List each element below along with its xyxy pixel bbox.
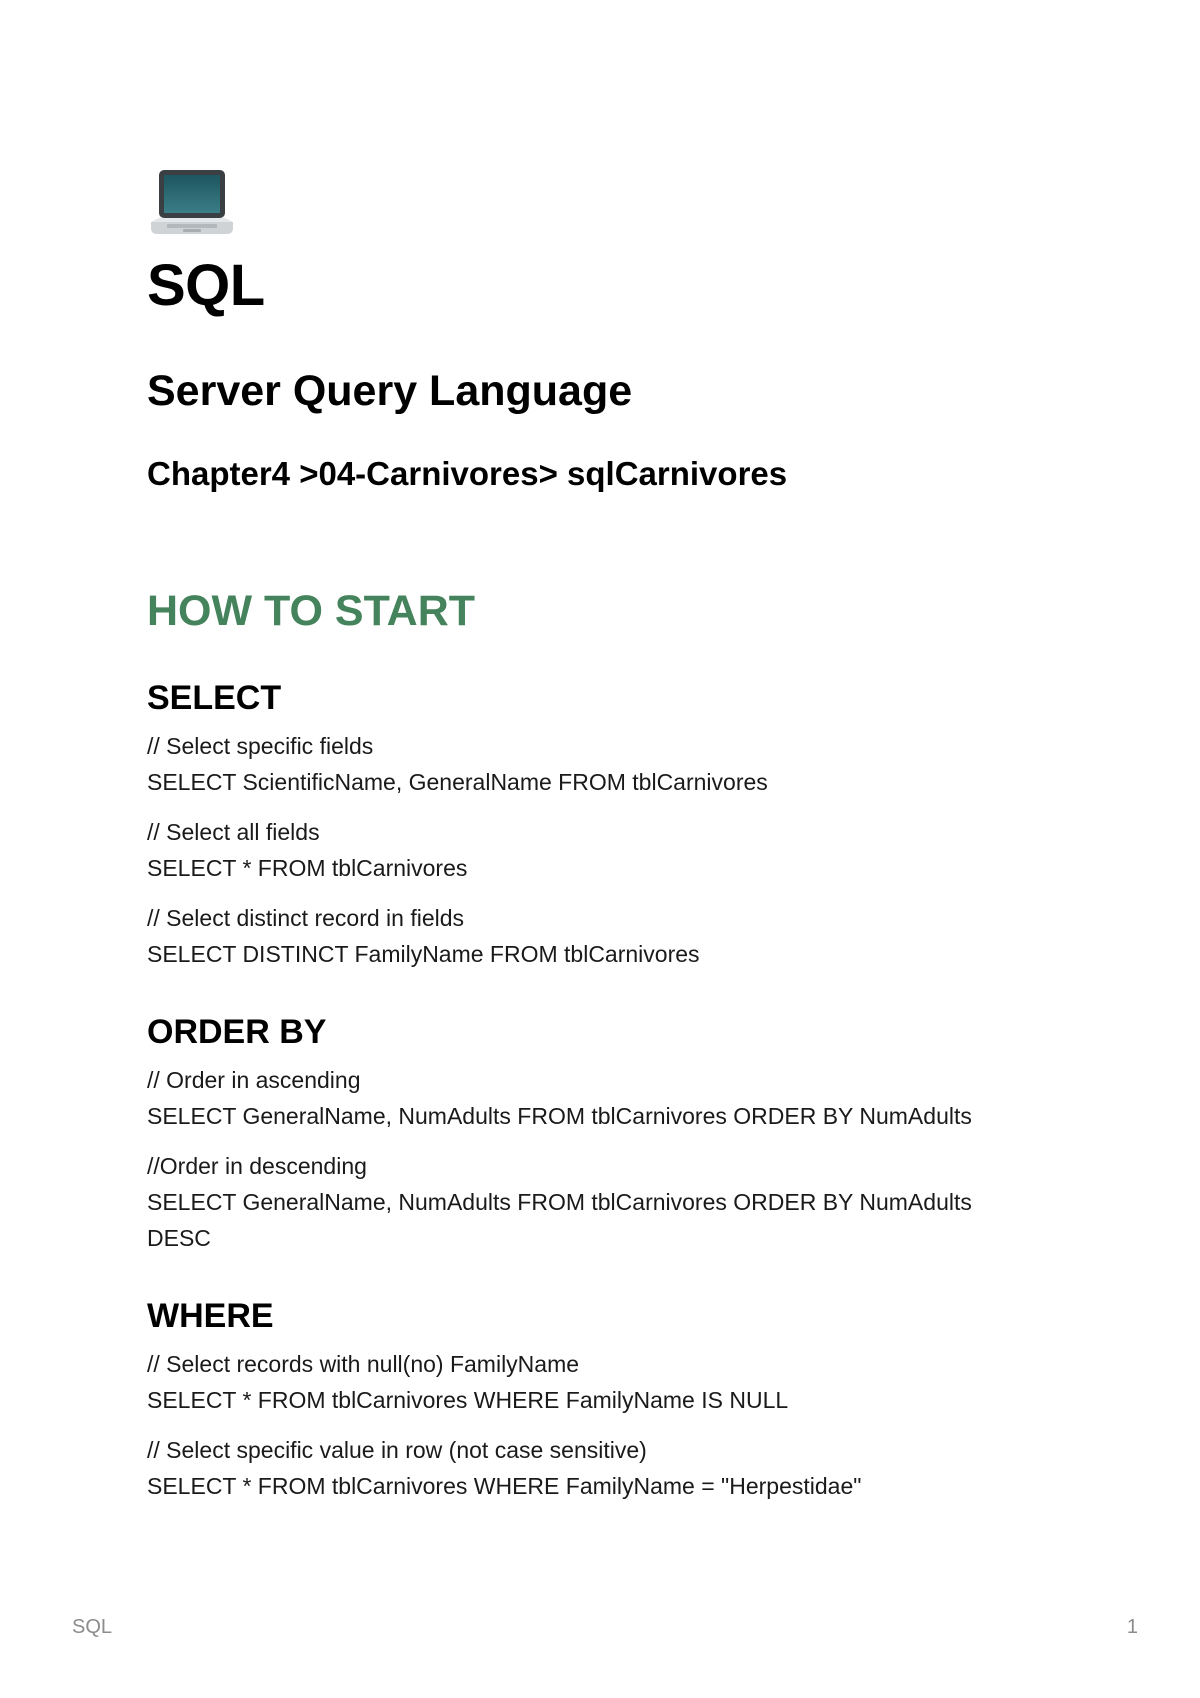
code-comment: // Order in ascending xyxy=(147,1067,361,1093)
code-comment: // Select all fields xyxy=(147,819,320,845)
select-heading: SELECT xyxy=(147,679,282,717)
example-block xyxy=(147,1346,1067,1418)
example-block xyxy=(147,814,1067,886)
sql-statement: SELECT DISTINCT FamilyName FROM tblCarnivores xyxy=(147,941,700,967)
sql-statement: SELECT * FROM tblCarnivores WHERE FamilyName IS NULL xyxy=(147,1387,789,1413)
sql-statement: SELECT * FROM tblCarnivores WHERE FamilyName = "Herpestidae" xyxy=(147,1473,862,1499)
code-comment: // Select distinct record in fields xyxy=(147,905,465,931)
page-title: SQL xyxy=(147,253,265,318)
code-comment: // Select records with null(no) FamilyName xyxy=(147,1351,580,1377)
footer-page-number: 1 xyxy=(1126,1616,1138,1638)
how-to-start-heading: HOW TO START xyxy=(147,587,476,635)
example-block xyxy=(147,900,1067,972)
code-comment: // Select specific fields xyxy=(147,733,374,759)
order-by-heading: ORDER BY xyxy=(147,1013,327,1051)
example-block xyxy=(147,1062,1067,1134)
example-block xyxy=(147,728,1067,800)
laptop-icon xyxy=(147,168,237,240)
page-subtitle: Server Query Language xyxy=(147,367,633,415)
where-heading: WHERE xyxy=(147,1297,274,1335)
breadcrumb: Chapter4 >04-Carnivores> sqlCarnivores xyxy=(147,455,788,492)
sql-statement: SELECT ScientificName, GeneralName FROM tblCarnivores xyxy=(147,769,768,795)
page-content xyxy=(147,168,1067,1518)
example-block xyxy=(147,1148,1067,1256)
code-comment: //Order in descending xyxy=(147,1153,367,1179)
sql-statement: SELECT GeneralName, NumAdults FROM tblCarnivores ORDER BY NumAdults xyxy=(147,1103,972,1129)
sql-statement: SELECT GeneralName, NumAdults FROM tblCarnivores ORDER BY NumAdults DESC xyxy=(147,1189,972,1251)
footer-document-name: SQL xyxy=(72,1616,113,1638)
example-block xyxy=(147,1432,1067,1504)
sql-statement: SELECT * FROM tblCarnivores xyxy=(147,855,468,881)
code-comment: // Select specific value in row (not case sensitive) xyxy=(147,1437,647,1463)
